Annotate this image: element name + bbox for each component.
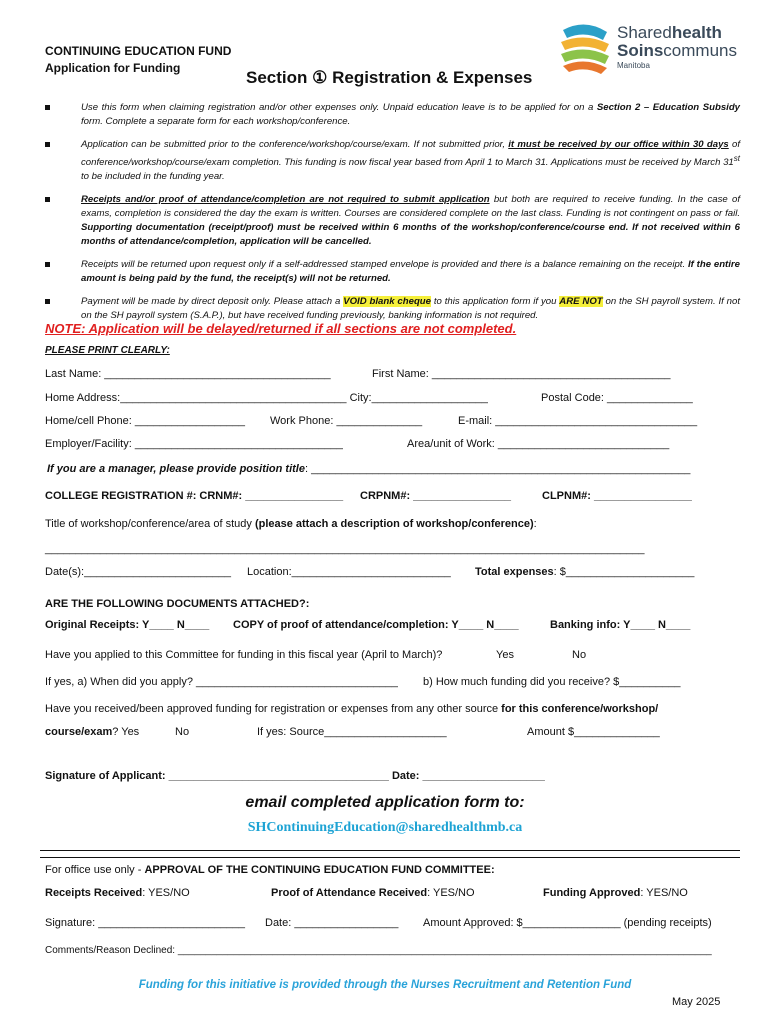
home-phone-field[interactable]: Home/cell Phone: __________________ xyxy=(45,415,245,427)
banking-info-field[interactable]: Banking info: Y____ N____ xyxy=(550,619,691,631)
proof-received-field[interactable]: Proof of Attendance Received: YES/NO xyxy=(271,887,475,899)
form-subtitle: Application for Funding xyxy=(45,61,181,75)
delay-note: NOTE: Application will be delayed/returned if all sections are not completed. xyxy=(45,321,517,336)
divider-line xyxy=(40,850,740,851)
shared-health-logo-icon xyxy=(557,22,613,76)
instructions-list xyxy=(45,101,740,332)
applied-question: Have you applied to this Committee for funding in this fiscal year (April to March)? xyxy=(45,649,443,661)
section-title: Section ① Registration & Expenses xyxy=(246,68,533,87)
crnm-field[interactable]: COLLEGE REGISTRATION #: CRNM#: ________________ xyxy=(45,490,344,502)
amount-approved-field[interactable]: Amount Approved: $________________ (pending receipts) xyxy=(423,917,712,929)
email-field[interactable]: E-mail: _________________________________ xyxy=(458,415,698,427)
office-signature-field[interactable]: Signature: ________________________ xyxy=(45,917,246,929)
dates-field[interactable]: Date(s):________________________ xyxy=(45,566,231,578)
email-address-link[interactable]: SHContinuingEducation@sharedhealthmb.ca xyxy=(247,820,523,835)
workshop-title-label: Title of workshop/conference/area of study (please attach a description of workshop/conference): xyxy=(45,518,537,530)
other-source-yes-option[interactable]: course/exam? Yes xyxy=(45,726,140,738)
home-address-field[interactable]: Home Address:_____________________________________ City:___________________ xyxy=(45,392,488,404)
instruction-item: Payment will be made by direct deposit only. Please attach a VOID blank cheque to this application form if you ARE NOT on the SH payroll system. If not on the SH payroll system (S.A.P.), but have received funding previously, banking information is not required. xyxy=(45,295,740,323)
office-use-heading: For office use only - APPROVAL OF THE CONTINUING EDUCATION FUND COMMITTEE: xyxy=(45,864,495,876)
first-name-field[interactable]: First Name: _______________________________________ xyxy=(372,368,671,380)
funding-received-field[interactable]: b) How much funding did you receive? $__________ xyxy=(423,676,681,688)
instruction-item: Receipts and/or proof of attendance/completion are not required to submit application but both are required to receive funding. In the case of exams, completion is considered the day the exam is written. Courses are considered complete on the last class. Funding is not contingent on pass or fail. Supporting documentation (receipt/proof) must be received within 6 months of the workshop/conference/course end. If not received within 6 months of attendance/completion, application will be cancelled. xyxy=(45,193,740,249)
other-source-question: Have you received/been approved funding for registration or expenses from any other source for this conference/workshop/ xyxy=(45,703,659,715)
logo-line-1: Sharedhealth xyxy=(617,23,722,42)
total-expenses-field[interactable]: Total expenses: $_____________________ xyxy=(475,566,695,578)
logo-line-2: Soinscommuns xyxy=(617,41,737,60)
instruction-item: Use this form when claiming registration and/or other expenses only. Unpaid education leave is to be applied for on a Section 2 – Education Subsidy form. Complete a separate form for each workshop/conference. xyxy=(45,101,740,129)
instruction-item: Application can be submitted prior to the conference/workshop/course/exam. If not submitted prior, it must be received by our office within 30 days of conference/workshop/course/exam completion. This funding is now fiscal year based from April 1 to March 31. Applications must be received by March 31st to be included in the funding year. xyxy=(45,138,740,184)
amount-field[interactable]: Amount $______________ xyxy=(527,726,660,738)
manager-position-field[interactable]: If you are a manager, please provide position title: ______________________________________________________________ xyxy=(47,463,691,475)
last-name-field[interactable]: Last Name: _____________________________________ xyxy=(45,368,331,380)
divider-line xyxy=(40,857,740,858)
crpnm-field[interactable]: CRPNM#: ________________ xyxy=(360,490,512,502)
clpnm-field[interactable]: CLPNM#: ________________ xyxy=(542,490,692,502)
receipts-received-field[interactable]: Receipts Received: YES/NO xyxy=(45,887,190,899)
proof-of-attendance-field[interactable]: COPY of proof of attendance/completion: Y____ N____ xyxy=(233,619,519,631)
other-source-no-option[interactable]: No xyxy=(175,726,190,738)
source-field[interactable]: If yes: Source____________________ xyxy=(257,726,447,738)
funding-approved-field[interactable]: Funding Approved: YES/NO xyxy=(543,887,688,899)
postal-code-field[interactable]: Postal Code: ______________ xyxy=(541,392,693,404)
instruction-item: Receipts will be returned upon request only if a self-addressed stamped envelope is provided and there is a balance remaining on the receipt. If the entire amount is being paid by the fund, the receipt(s) will not be returned. xyxy=(45,258,740,286)
logo-line-3: Manitoba xyxy=(617,61,650,70)
workshop-title-field[interactable]: __________________________________________________________________________________________________ xyxy=(45,543,645,555)
office-date-field[interactable]: Date: _________________ xyxy=(265,917,399,929)
employer-field[interactable]: Employer/Facility: __________________________________ xyxy=(45,438,343,450)
comments-field[interactable]: Comments/Reason Declined: ________________________________________________________________________________________________ xyxy=(45,945,712,956)
area-of-work-field[interactable]: Area/unit of Work: ____________________________ xyxy=(407,438,670,450)
location-field[interactable]: Location:__________________________ xyxy=(247,566,451,578)
work-phone-field[interactable]: Work Phone: ______________ xyxy=(270,415,423,427)
when-applied-field[interactable]: If yes, a) When did you apply? _________________________________ xyxy=(45,676,398,688)
fund-name: CONTINUING EDUCATION FUND xyxy=(45,44,232,58)
funding-footer: Funding for this initiative is provided through the Nurses Recruitment and Retention Fund xyxy=(138,979,632,991)
documents-heading: ARE THE FOLLOWING DOCUMENTS ATTACHED?: xyxy=(45,598,310,610)
print-clearly: PLEASE PRINT CLEARLY: xyxy=(45,345,170,356)
applicant-signature-field[interactable]: Signature of Applicant: ____________________________________ Date: ____________________ xyxy=(45,770,545,782)
email-heading: email completed application form to: xyxy=(245,794,525,811)
form-date: May 2025 xyxy=(672,996,721,1008)
applied-no-option[interactable]: No xyxy=(572,649,587,661)
applied-yes-option[interactable]: Yes xyxy=(496,649,514,661)
original-receipts-field[interactable]: Original Receipts: Y____ N____ xyxy=(45,619,210,631)
